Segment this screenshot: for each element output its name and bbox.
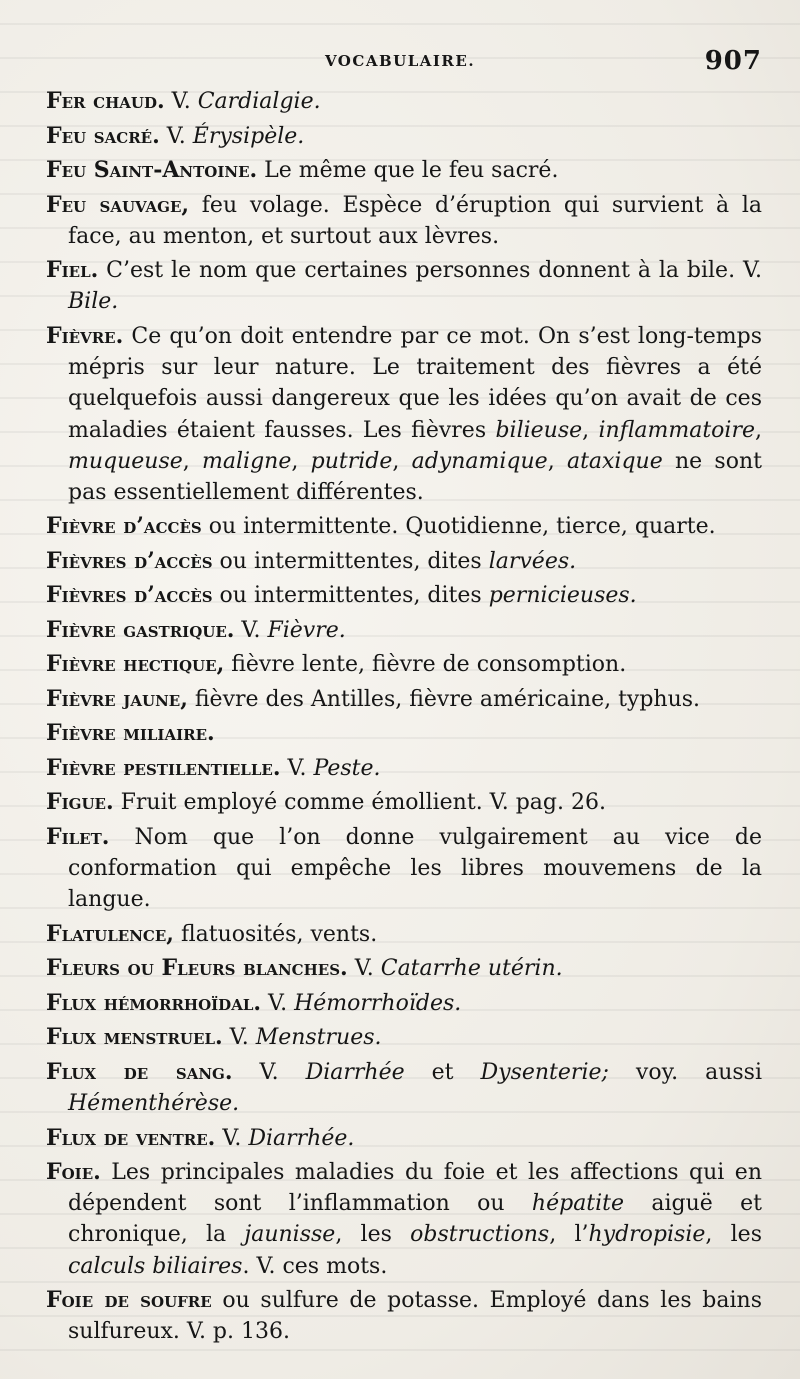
page-header: [0, 46, 800, 82]
entry-italic: Cardialgie.: [197, 89, 321, 114]
entry-italic: Fièvre.: [267, 617, 346, 643]
entry-italic: maligne: [202, 448, 292, 474]
dictionary-entry: [46, 1022, 762, 1053]
entry-headword: Fièvre miliaire.: [46, 720, 215, 747]
dictionary-entry: [46, 86, 762, 117]
dictionary-entry: [46, 822, 762, 916]
entry-text: Ce qu’on doit entendre par ce mot. On s’est long-temps mépris sur leur nature. Le traitement des fièvres a été quelquefois aussi dangereux que les idées qu’on avait de ces maladies étaient fausses. Les fièvres: [68, 323, 762, 443]
entry-headword: Feu sacré.: [46, 122, 160, 149]
dictionary-entry: [46, 321, 762, 508]
entry-headword: Filet.: [46, 823, 110, 850]
entry-italic: ataxique: [566, 448, 663, 474]
dictionary-entry: [46, 1285, 762, 1347]
entry-text: ou intermittentes, dites: [212, 548, 489, 574]
entry-headword: Fièvres d’accès: [46, 547, 213, 574]
entry-italic: Hémorrhoïdes.: [294, 990, 462, 1016]
entry-text: ,: [547, 448, 567, 474]
entry-text: ,: [582, 417, 599, 443]
entry-text: Le même que le feu sacré.: [257, 158, 559, 183]
entry-text: Les principales maladies du foie et les affections qui en dépendent sont l’inflammation ou: [68, 1160, 762, 1217]
entry-italic: Diarrhée: [305, 1059, 405, 1085]
entry-headword: Fiel.: [46, 257, 99, 284]
entry-italic: putride: [310, 448, 393, 474]
entry-italic: muqueuse: [68, 448, 183, 474]
dictionary-entry: [46, 953, 762, 984]
entry-text: Fruit employé comme émollient. V. pag. 26.: [113, 790, 606, 816]
entry-headword: Flux de ventre.: [46, 1124, 216, 1151]
entry-headword: Fièvres d’accès: [46, 582, 213, 609]
entry-headword: Fièvre gastrique.: [46, 616, 235, 643]
entry-text: V.: [164, 89, 198, 114]
entry-italic: Érysipèle.: [192, 123, 305, 149]
entry-text: V.: [215, 1125, 249, 1151]
entry-text: , les: [705, 1222, 762, 1248]
dictionary-entry: [46, 155, 762, 186]
entry-headword: Fièvre jaune,: [46, 685, 188, 712]
entry-italic: obstructions: [410, 1222, 550, 1248]
entry-text: ,: [754, 417, 762, 443]
dictionary-entry: [46, 546, 762, 577]
entry-italic: jaunisse: [244, 1222, 336, 1248]
entry-text: flatuosités, vents.: [173, 921, 378, 947]
entry-text: C’est le nom que certaines personnes donnent à la bile. V.: [98, 258, 762, 284]
entry-headword: Flux menstruel.: [46, 1024, 223, 1051]
dictionary-entry: [46, 1057, 762, 1119]
entry-text: feu volage. Espèce d’éruption qui survient à la face, au menton, et surtout aux lèvres.: [68, 192, 762, 249]
entry-headword: Feu sauvage,: [46, 191, 190, 218]
entry-italic: Diarrhée.: [248, 1125, 355, 1151]
dictionary-entry: [46, 919, 762, 950]
entry-headword: Fer chaud.: [46, 88, 165, 114]
dictionary-entry: [46, 718, 762, 749]
dictionary-entry: [46, 511, 762, 542]
dictionary-entry: [46, 787, 762, 818]
dictionary-entry: [46, 988, 762, 1019]
entry-text: ,: [392, 448, 412, 474]
entry-headword: Flatulence,: [46, 920, 174, 947]
entry-text: Nom que l’on donne vulgairement au vice de conformation qui empêche les libres mouvemens de la langue.: [68, 824, 762, 913]
entry-text: ou intermittentes, dites: [212, 583, 489, 609]
dictionary-entry: [46, 649, 762, 680]
entry-headword: Fièvre d’accès: [46, 513, 202, 540]
entry-italic: inflammatoire: [598, 417, 755, 443]
entry-text: V.: [261, 990, 295, 1016]
running-title: VOCABULAIRE.: [324, 52, 476, 70]
entry-italic: Catarrhe utérin.: [380, 956, 563, 982]
dictionary-entry: [46, 753, 762, 784]
dictionary-entry: [46, 190, 762, 252]
entry-text: V.: [234, 617, 268, 643]
entry-text: voy. aussi: [608, 1059, 762, 1085]
entry-italic: calculs biliaires: [68, 1253, 243, 1279]
entry-italic: hépatite: [531, 1191, 625, 1217]
entry-headword: Fièvre pestilentielle.: [46, 754, 281, 781]
entry-text: fièvre lente, fièvre de consomption.: [224, 652, 627, 678]
page-number: 907: [704, 46, 762, 76]
entry-headword: Foie.: [46, 1159, 101, 1186]
entry-text: , les: [335, 1222, 411, 1248]
entry-text: V.: [347, 956, 381, 982]
entry-italic: Menstrues.: [255, 1025, 382, 1051]
entry-text: ne sont pas essentiellement différentes.: [68, 448, 762, 505]
entry-text: V.: [232, 1059, 306, 1085]
entry-text: fièvre des Antilles, fièvre américaine, typhus.: [187, 686, 701, 712]
entry-text: aiguë et chronique, la: [68, 1191, 762, 1248]
entry-text: V.: [222, 1025, 256, 1051]
entry-headword: Feu Saint-Antoine.: [46, 157, 258, 183]
entry-italic: Dysenterie;: [480, 1059, 609, 1085]
entry-italic: Hémenthérèse.: [68, 1091, 240, 1117]
entry-text: . V. ces mots.: [242, 1253, 388, 1279]
entry-headword: Foie de soufre: [46, 1287, 212, 1314]
entry-text: , l’: [549, 1222, 589, 1248]
entry-italic: larvées.: [488, 548, 577, 574]
entry-text: et: [404, 1059, 481, 1085]
entry-italic: Peste.: [313, 755, 381, 781]
entry-text: ou intermittente. Quotidienne, tierce, quarte.: [201, 514, 716, 540]
entry-italic: bilieuse: [495, 417, 583, 443]
entry-text: V.: [159, 123, 193, 149]
entry-italic: hydropisie: [588, 1222, 706, 1248]
dictionary-entry: [46, 255, 762, 317]
entry-text: ou sulfure de potasse. Employé dans les bains sulfureux. V. p. 136.: [68, 1288, 762, 1345]
entry-headword: Flux de sang.: [46, 1058, 233, 1085]
entry-headword: Flux hémorrhoïdal.: [46, 989, 262, 1016]
entry-italic: adynamique: [411, 448, 548, 474]
vocabulary-entries: [46, 86, 762, 1351]
entry-text: V.: [280, 755, 314, 781]
entry-headword: Fièvre hectique,: [46, 651, 225, 678]
dictionary-entry: [46, 121, 762, 152]
dictionary-entry: [46, 615, 762, 646]
dictionary-entry: [46, 1157, 762, 1282]
dictionary-entry: [46, 1123, 762, 1154]
entry-text: ,: [291, 448, 311, 474]
entry-text: ,: [182, 448, 203, 474]
entry-italic: pernicieuses.: [488, 583, 637, 609]
entry-headword: Figue.: [46, 789, 114, 816]
entry-italic: Bile.: [68, 289, 119, 315]
entry-headword: Fièvre.: [46, 322, 124, 349]
entry-headword: Fleurs ou Fleurs blanches.: [46, 955, 348, 982]
dictionary-entry: [46, 580, 762, 611]
dictionary-entry: [46, 684, 762, 715]
